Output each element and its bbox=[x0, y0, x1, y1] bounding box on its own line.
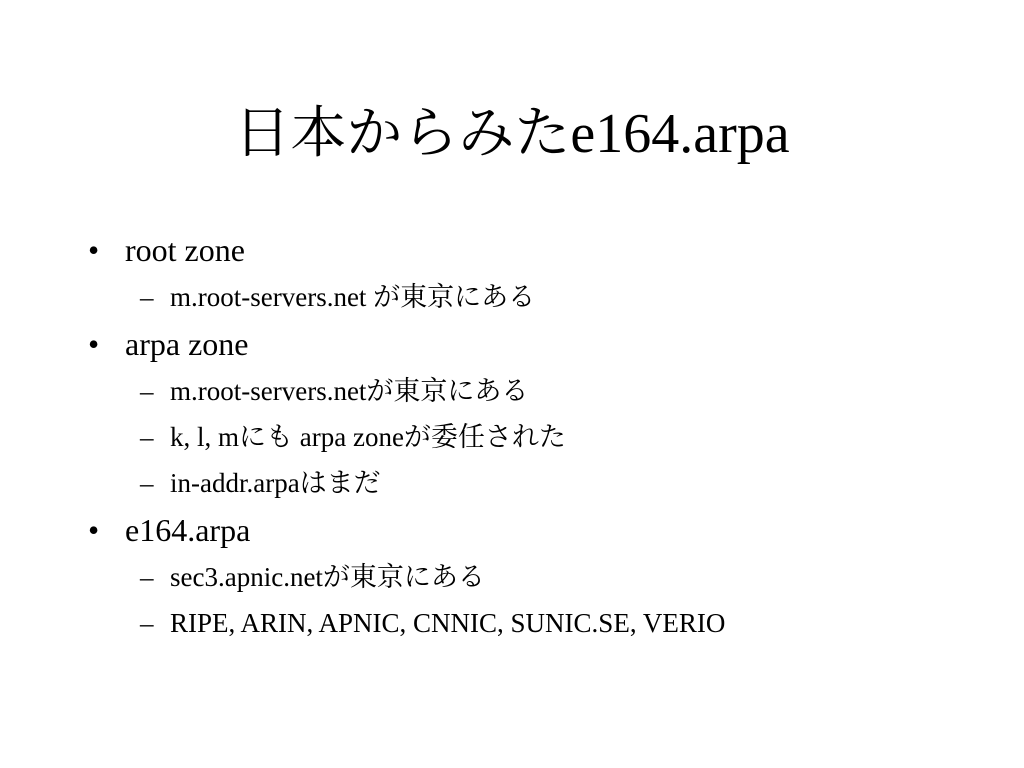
slide-title: 日本からみたe164.arpa bbox=[234, 103, 790, 165]
bullet-marker: • bbox=[88, 512, 100, 548]
bullet-root-zone bbox=[88, 226, 988, 274]
subitem-text: m.root-servers.net が東京にある bbox=[170, 282, 536, 312]
subitem-arpa-zone-delegation bbox=[88, 414, 988, 460]
subitem-arpa-zone-in-addr bbox=[88, 460, 988, 506]
bullet-text: arpa zone bbox=[125, 326, 249, 362]
bullet-marker: • bbox=[88, 326, 100, 362]
subitem-text: k, l, mにも arpa zoneが委任された bbox=[170, 422, 566, 452]
bullet-marker: • bbox=[88, 232, 100, 268]
sub-marker: – bbox=[140, 468, 154, 498]
sub-marker: – bbox=[140, 562, 154, 592]
subitem-text: RIPE, ARIN, APNIC, CNNIC, SUNIC.SE, VERIO bbox=[170, 608, 726, 638]
slide-body bbox=[88, 226, 988, 646]
subitem-text: in-addr.arpaはまだ bbox=[170, 468, 381, 498]
bullet-text: root zone bbox=[125, 232, 245, 268]
subitem-root-zone-location bbox=[88, 274, 988, 320]
sub-marker: – bbox=[140, 376, 154, 406]
bullet-arpa-zone bbox=[88, 320, 988, 368]
bullet-e164-arpa bbox=[88, 506, 988, 554]
subitem-text: m.root-servers.netが東京にある bbox=[170, 376, 529, 406]
subitem-arpa-zone-location bbox=[88, 368, 988, 414]
sub-marker: – bbox=[140, 282, 154, 312]
subitem-text: sec3.apnic.netが東京にある bbox=[170, 562, 485, 592]
subitem-e164-operators bbox=[88, 600, 988, 646]
sub-marker: – bbox=[140, 608, 154, 638]
subitem-e164-location bbox=[88, 554, 988, 600]
bullet-text: e164.arpa bbox=[125, 512, 251, 548]
sub-marker: – bbox=[140, 422, 154, 452]
